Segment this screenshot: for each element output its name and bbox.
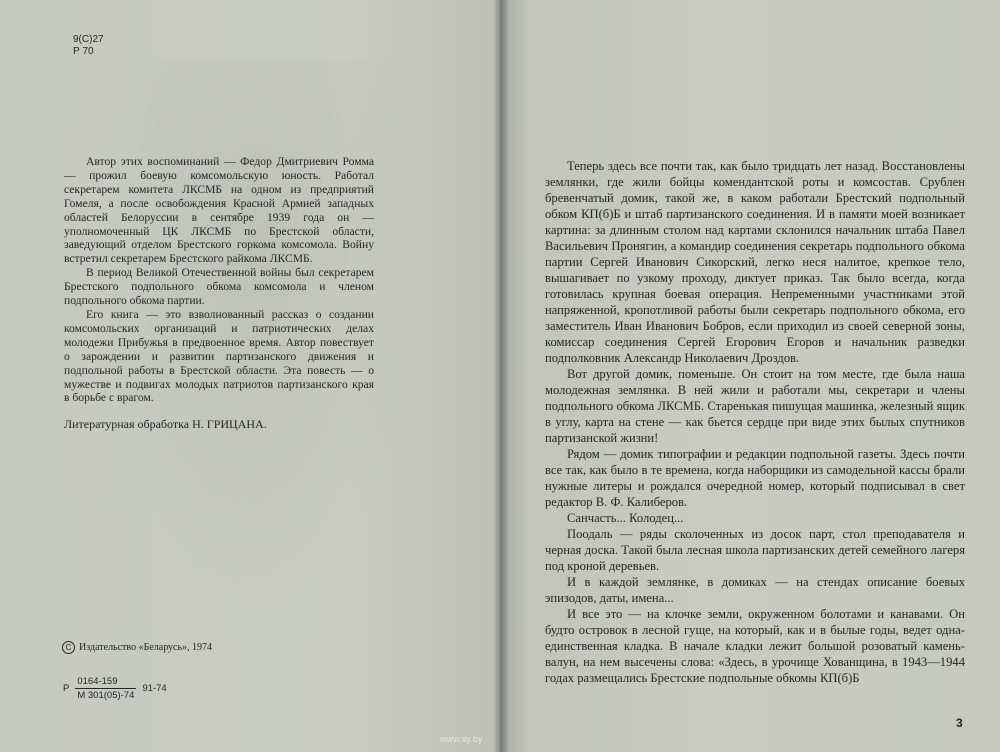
- text-paragraph: Вот другой домик, поменьше. Он стоит на том месте, где была наша молодежная землянка. В ней жили и работали мы, секретари и члены подпольного обкома ЛКСМБ. Старенькая пишущая машинка, железный ящик в углу, карта на стене — как бьется сердце при виде этих былых спутников партизанской жизни!: [545, 367, 965, 445]
- text-paragraph: Санчасть... Колодец...: [567, 511, 684, 525]
- code-prefix: Р: [63, 683, 70, 694]
- publication-code: [63, 676, 167, 701]
- site-watermark: www.ay.by: [440, 734, 483, 744]
- annotation-paragraph: Автор этих воспоминаний — Федор Дмитриевич Ромма — прожил боевую комсомольскую юность. Работал секретарем комитета ЛКСМБ на одном из предприятий Гомеля, а после освобождения Красной Армией западных областей Белоруссии в сентябре 1939 года он — уполномоченный ЦК ЛКСМБ по Брестской области, заведующий отделом Брестского горкома комсомола. Войну встретил секретарем Брестского райкома ЛКСМБ.: [64, 155, 374, 266]
- chapter-text: [545, 158, 965, 686]
- text-paragraph: Рядом — домик типографии и редакции подпольной газеты. Здесь почти все так, как было в те времена, когда наборщики из самодельной кассы брали нужные литеры и рождался очередной номер, который подписывал в свет редактор В. Ф. Калиберов.: [545, 447, 965, 509]
- author-mark: Р 70: [73, 46, 94, 57]
- code-denominator: М 301(05)-74: [77, 690, 135, 701]
- page-number: 3: [956, 716, 963, 730]
- book-annotation: [64, 155, 374, 405]
- copyright-line: [62, 641, 212, 654]
- text-paragraph: И в каждой землянке, в домиках — на стендах описание боевых эпизодов, даты, имена...: [545, 575, 965, 605]
- code-fraction: [75, 676, 136, 701]
- annotation-paragraph: Его книга — это взволнованный рассказ о создании комсомольских организаций и патриотических делах молодежи Прибужья в предвоенное время. Автор повествует о зарождении и развитии партизанского движения и подпольной работы в Брестской области. Эта повесть — о мужестве и подвигах молодых патриотов партизанского края в борьбе с врагом.: [64, 307, 374, 405]
- code-numerator: 0164-159: [75, 676, 136, 689]
- text-paragraph: Теперь здесь все почти так, как было тридцать лет назад. Восстановлены землянки, где жили бойцы комендантской роты и комсостав. Срублен бревенчатый домик, такой же, в каком работали Брестский подпольный обком КП(б)Б и штаб партизанского соединения. И в памяти моей возникает картина: за длинным столом над картами склонился начальник штаба Павел Васильевич Пронягин, а командир соединения секретарь подпольного обкома партии Сергей Иванович Сикорский, легко неся налитое, крепкое тело, вышагивает по узкому проходу, диктует приказ. Так было всегда, когда готовилась крупная боевая операция. Непременными участниками этой напряженной, кропотливой работы были секретарь подпольного обкома, его заместитель Иван Иванович Бобров, если приходил из своей северной зоны, комиссар соединения Сергей Егорович Егоров и начальник разведки подполковник Александр Николаевич Дроздов.: [545, 159, 965, 365]
- text-paragraph: И все это — на клочке земли, окруженном болотами и канавами. Он будто островок в лесной гуще, на который, как и в былые годы, ведет одна-единственная кладка. В начале кладки лежит большой розоватый камень-валун, на нем высечены слова: «Здесь, в урочище Хованщина, в 1943—1944 годах размещались Брестские подпольные обкомы КП(б)Б: [545, 607, 965, 685]
- code-suffix: 91-74: [142, 683, 167, 694]
- classification-code: 9(С)27: [73, 34, 104, 45]
- copyright-icon: С: [62, 641, 75, 654]
- book-gutter: [494, 0, 508, 752]
- library-classification: [73, 34, 104, 58]
- literary-editor-credit: Литературная обработка Н. ГРИЦАНА.: [64, 417, 267, 431]
- annotation-paragraph: В период Великой Отечественной войны был секретарем Брестского подпольного обкома комсомола и членом подпольного обкома партии.: [64, 266, 374, 308]
- text-paragraph: Поодаль — ряды сколоченных из досок парт, стол преподавателя и черная доска. Такой была лесная школа партизанских детей семейного лагеря под кроной деревьев.: [545, 527, 965, 573]
- publisher-text: Издательство «Беларусь», 1974: [79, 642, 213, 653]
- right-page: [500, 0, 1000, 752]
